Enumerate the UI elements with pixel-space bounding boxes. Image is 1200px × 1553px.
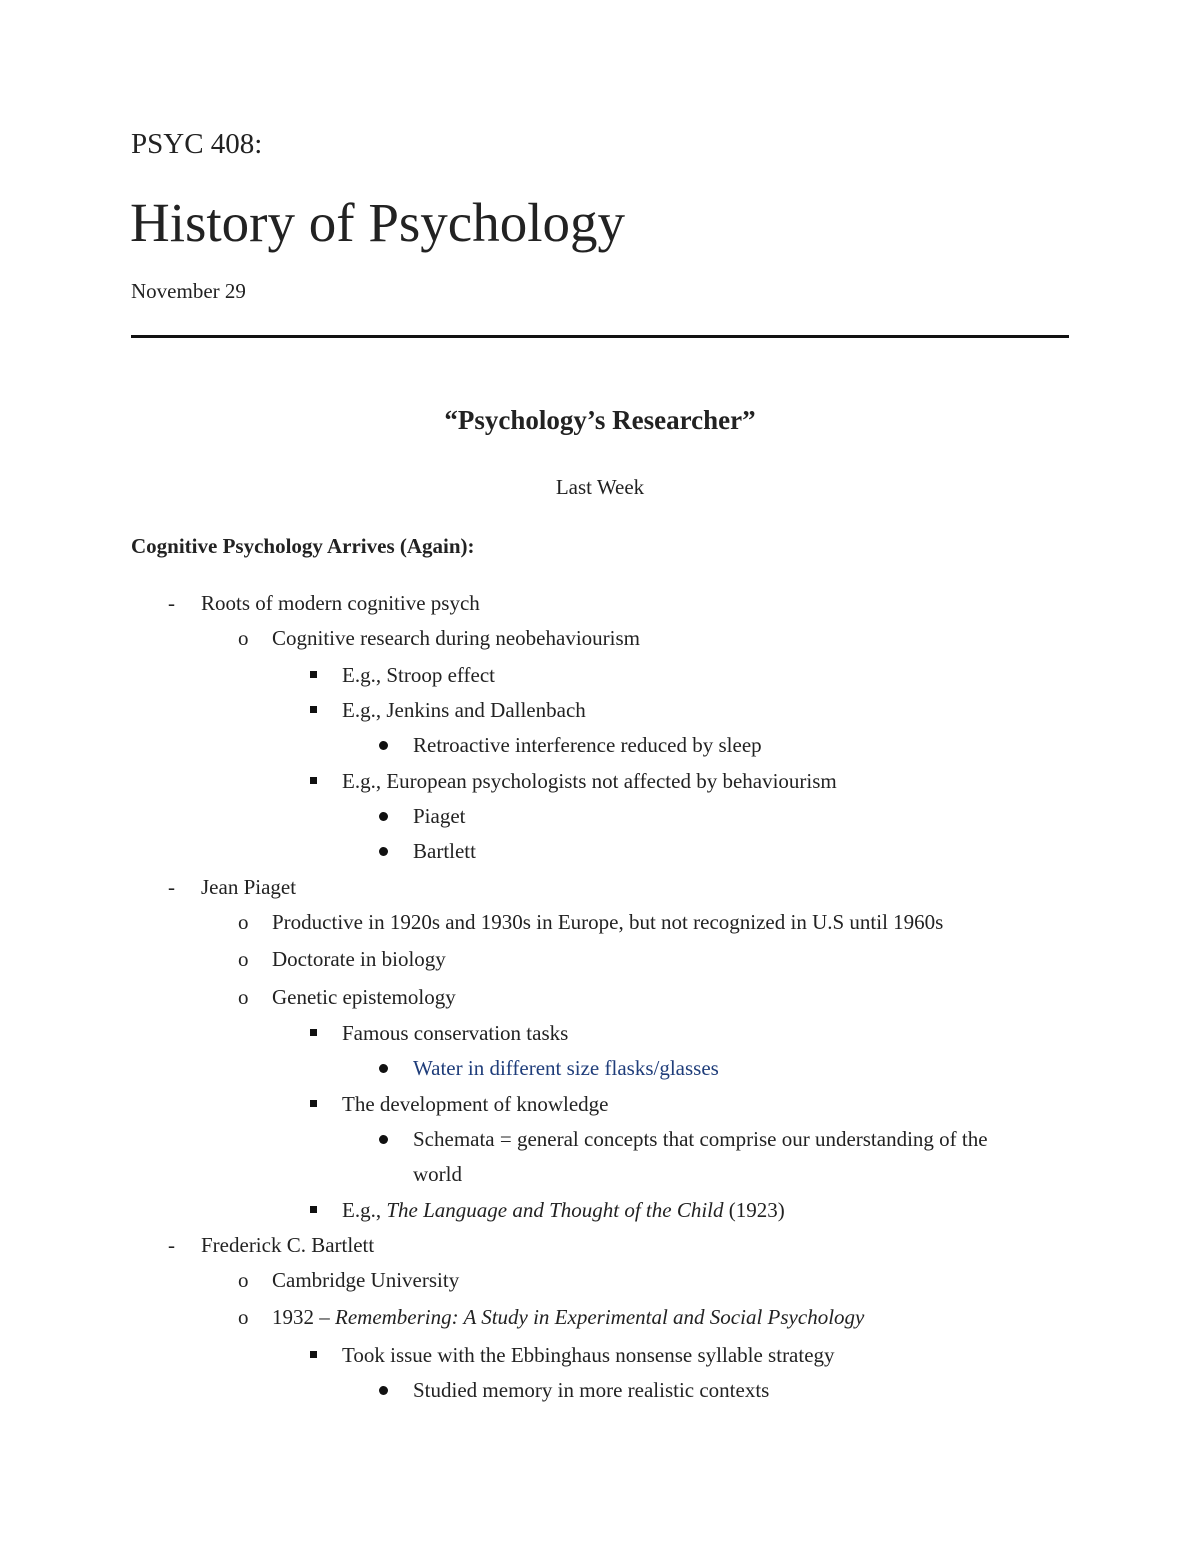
round-bullet-icon (379, 812, 388, 821)
list-item-water-link[interactable]: Water in different size flasks/glasses (413, 1056, 719, 1080)
list-item-stroop: E.g., Stroop effect (342, 663, 495, 687)
dash-marker: - (168, 875, 175, 899)
round-bullet-icon (379, 1386, 388, 1395)
round-bullet-icon (379, 1135, 388, 1144)
circle-marker: o (238, 910, 249, 934)
list-item-retroactive: Retroactive interference reduced by sleep (413, 733, 762, 757)
round-bullet-icon (379, 847, 388, 856)
book-title: The Language and Thought of the Child (386, 1198, 724, 1222)
list-item-schemata-line1: Schemata = general concepts that comprise our understanding of the (413, 1127, 988, 1151)
square-bullet-icon (310, 1351, 317, 1358)
book-year: (1923) (723, 1198, 785, 1222)
square-bullet-icon (310, 1029, 317, 1036)
round-bullet-icon (379, 741, 388, 750)
section-heading: Cognitive Psychology Arrives (Again): (131, 534, 475, 558)
round-bullet-icon (379, 1064, 388, 1073)
list-item-jean-piaget: Jean Piaget (201, 875, 297, 899)
course-code: PSYC 408: (131, 128, 263, 160)
list-item-european: E.g., European psychologists not affected by behaviourism (342, 769, 837, 793)
list-item-cambridge: Cambridge University (272, 1268, 460, 1292)
lecture-date: November 29 (131, 279, 246, 303)
list-item-realistic: Studied memory in more realistic contexts (413, 1378, 770, 1402)
list-item-doctorate: Doctorate in biology (272, 947, 446, 971)
list-item-cognitive-research: Cognitive research during neobehaviourism (272, 626, 640, 650)
list-item-language-thought (342, 1193, 785, 1228)
course-title: History of Psychology (130, 192, 625, 253)
list-item-jenkins: E.g., Jenkins and Dallenbach (342, 698, 586, 722)
list-item-conservation: Famous conservation tasks (342, 1021, 569, 1045)
list-item-roots: Roots of modern cognitive psych (201, 591, 480, 615)
list-item-remembering (272, 1300, 864, 1335)
book-title: Remembering: A Study in Experimental and Social Psychology (335, 1305, 865, 1329)
square-bullet-icon (310, 1100, 317, 1107)
square-bullet-icon (310, 1206, 317, 1213)
square-bullet-icon (310, 671, 317, 678)
dash-marker: - (168, 591, 175, 615)
lecture-title: “Psychology’s Researcher” (444, 405, 756, 435)
list-item-productive: Productive in 1920s and 1930s in Europe, but not recognized in U.S until 1960s (272, 910, 944, 934)
square-bullet-icon (310, 706, 317, 713)
year-prefix: 1932 – (272, 1305, 335, 1329)
dash-marker: - (168, 1233, 175, 1257)
list-item-frederick-bartlett: Frederick C. Bartlett (201, 1233, 375, 1257)
circle-marker: o (238, 1268, 249, 1292)
square-bullet-icon (310, 777, 317, 784)
lecture-subtitle: Last Week (555, 475, 645, 499)
circle-marker: o (238, 1305, 249, 1329)
list-item-piaget-ref: Piaget (413, 804, 466, 828)
eg-prefix: E.g., (342, 1198, 387, 1222)
circle-marker: o (238, 626, 249, 650)
list-item-bartlett-ref: Bartlett (413, 839, 476, 863)
circle-marker: o (238, 985, 249, 1009)
list-item-schemata-line2: world (413, 1162, 462, 1186)
list-item-development: The development of knowledge (342, 1092, 609, 1116)
list-item-ebbinghaus: Took issue with the Ebbinghaus nonsense syllable strategy (342, 1343, 835, 1367)
list-item-genetic-epistemology: Genetic epistemology (272, 985, 456, 1009)
circle-marker: o (238, 947, 249, 971)
